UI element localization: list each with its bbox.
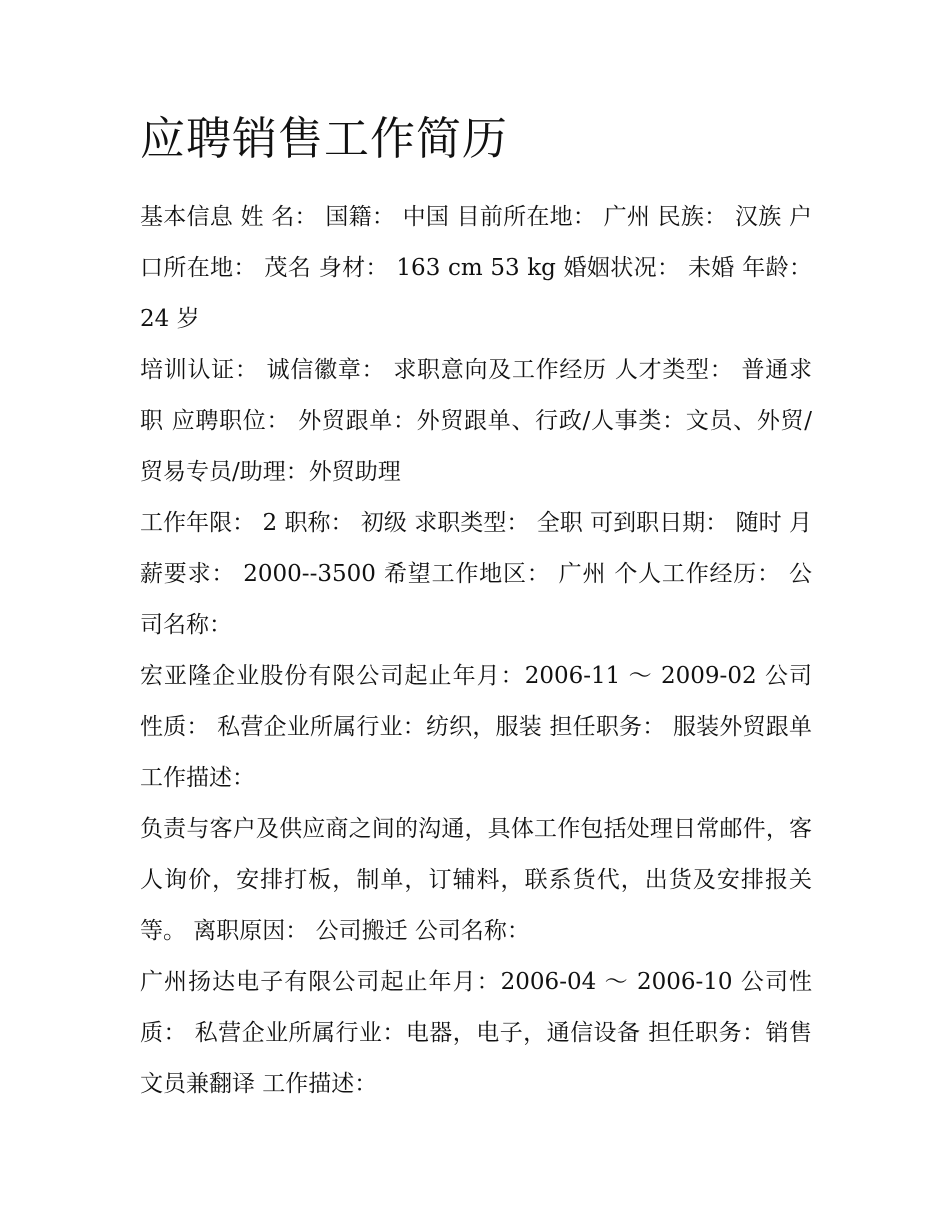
paragraph-work-years: 工作年限： 2 职称： 初级 求职类型： 全职 可到职日期： 随时 月薪要求： 2000--3500 希望工作地区： 广州 个人工作经历： 公司名称： [140,510,812,638]
paragraph-basic-info: 基本信息 姓 名： 国籍： 中国 目前所在地： 广州 民族： 汉族 户口所在地： 茂名 身材： 163 cm 53 kg 婚姻状况： 未婚 年龄： 24 岁 [140,204,812,332]
paragraph-company-1: 宏亚隆企业股份有限公司起止年月：2006-11 ～ 2009-02 公司性质： 私营企业所属行业：纺织，服装 担任职务： 服装外贸跟单 工作描述： [140,663,812,791]
paragraph-job-description-1: 负责与客户及供应商之间的沟通，具体工作包括处理日常邮件，客人询价，安排打板，制单，订辅料，联系货代，出货及安排报关等。 离职原因： 公司搬迁 公司名称： [140,816,812,944]
document-page [140,112,812,1110]
paragraph-company-2: 广州扬达电子有限公司起止年月：2006-04 ～ 2006-10 公司性质： 私营企业所属行业：电器，电子，通信设备 担任职务：销售文员兼翻译 工作描述： [140,969,812,1097]
paragraph-job-intention: 培训认证： 诚信徽章： 求职意向及工作经历 人才类型： 普通求职 应聘职位： 外贸跟单：外贸跟单、行政/人事类：文员、外贸/贸易专员/助理：外贸助理 [140,357,812,485]
document-title: 应聘销售工作简历 [140,112,509,165]
